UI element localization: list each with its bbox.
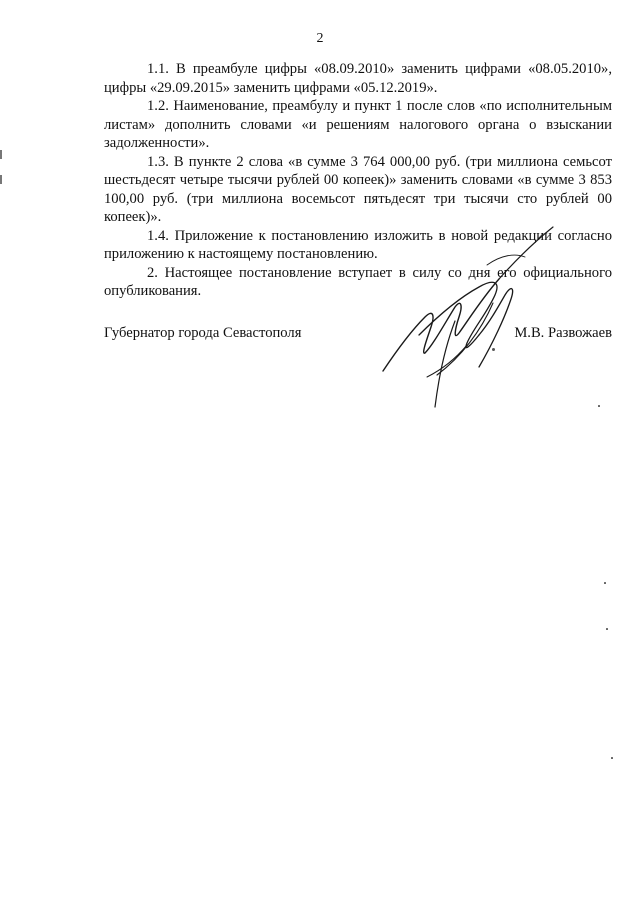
handwritten-signature (375, 225, 565, 415)
page-number: 2 (316, 31, 324, 46)
scan-speck (604, 582, 606, 584)
signatory-name: М.В. Развожаев (514, 325, 612, 341)
signature-stroke (427, 345, 467, 377)
paragraph-1-2: 1.2. Наименование, преамбулу и пункт 1 после слов «по исполнительным листам» дополнить словами «и решениям налогового органа о взыскании задолженности». (104, 98, 612, 151)
signature-stroke (499, 227, 553, 279)
scan-speck (492, 348, 495, 351)
signature-stroke (479, 289, 513, 367)
binding-mark (0, 175, 2, 184)
scan-speck (611, 757, 613, 759)
paragraph-2: 2. Настоящее постановление вступает в силу со дня его официального опубликования. (104, 264, 612, 299)
paragraph-1-4: 1.4. Приложение к постановлению изложить в новой редакции согласно приложению к настоящему постановлению. (104, 227, 612, 262)
paragraph-1-1: 1.1. В преамбуле цифры «08.09.2010» заменить цифрами «08.05.2010», цифры «29.09.2015» заменить цифрами «05.12.2019». (104, 61, 612, 96)
signatory-position: Губернатор города Севастополя (104, 325, 302, 341)
binding-mark (0, 150, 2, 159)
scan-speck (606, 628, 608, 630)
signature-stroke (419, 282, 497, 347)
paragraph-1-3: 1.3. В пункте 2 слова «в сумме 3 764 000,00 руб. (три миллиона семьсот шестьдесят четыре тысячи рублей 00 копеек)» заменить словами «в сумме 3 853 100,00 руб. (три миллиона восемьсот пятьдесят три тысячи сто рублей 00 копеек)». (104, 153, 612, 225)
scan-speck (598, 405, 600, 407)
